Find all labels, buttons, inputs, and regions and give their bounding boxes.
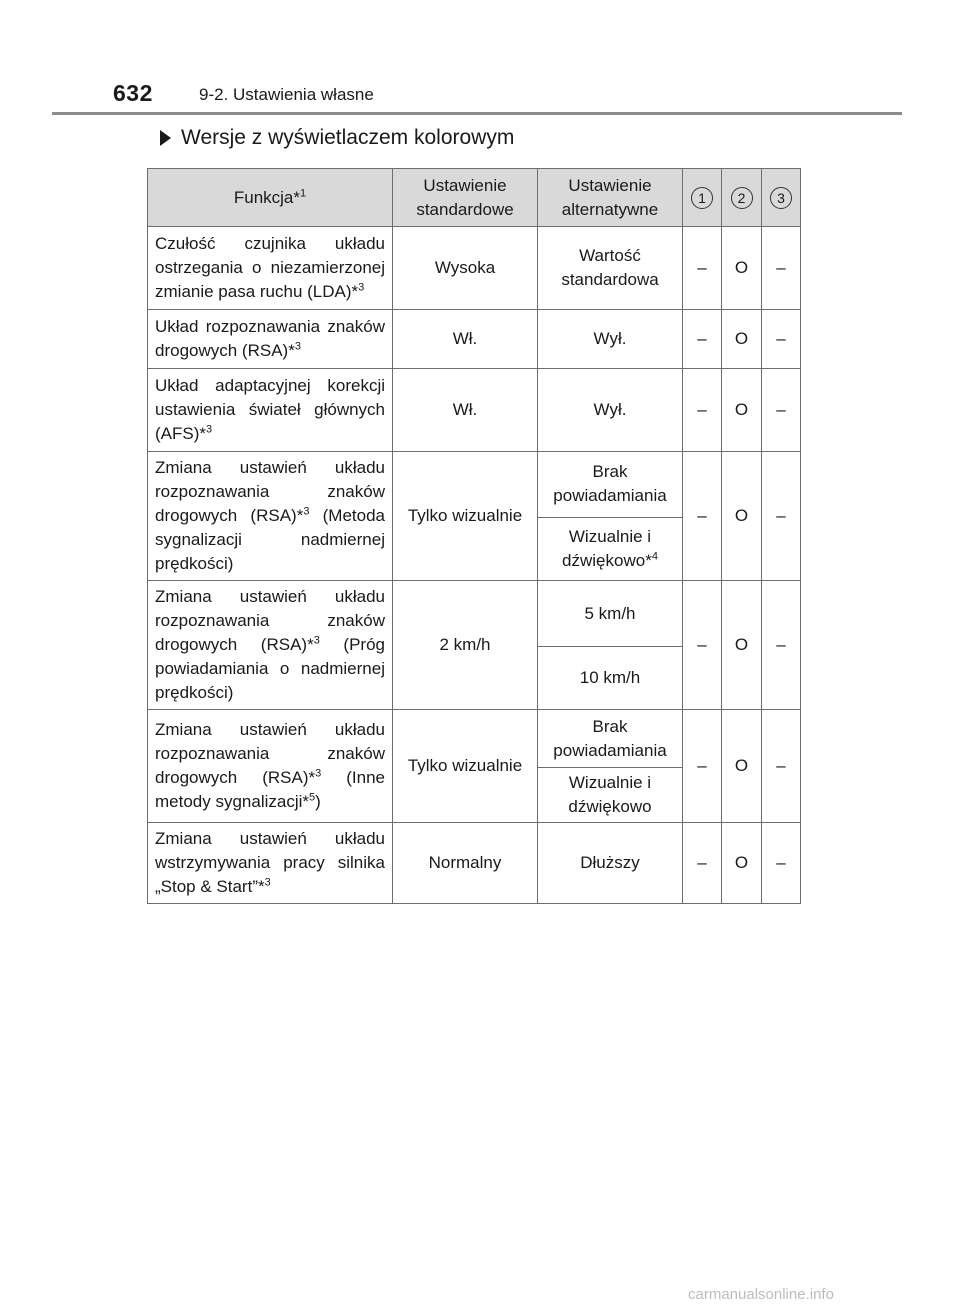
circled-2-icon: 2 xyxy=(731,187,753,209)
row-mark-1: – xyxy=(683,369,722,452)
row-mark-1: – xyxy=(683,710,722,823)
row-mark-1: – xyxy=(683,823,722,904)
row-function: Układ rozpoznawania znaków drogowych (RSA)*$^3$ xyxy=(148,310,393,369)
row-default: Wł. xyxy=(393,310,538,369)
table-row xyxy=(148,452,801,518)
row-mark-2: O xyxy=(722,710,762,823)
subheading-text: Wersje z wyświetlaczem kolorowym xyxy=(181,126,515,149)
row-mark-3: – xyxy=(762,710,801,823)
row-alternative: Wył. xyxy=(538,310,683,369)
row-mark-3: – xyxy=(762,310,801,369)
row-mark-2: O xyxy=(722,369,762,452)
watermark: carmanualsonline.info xyxy=(688,1286,834,1303)
page-number: 632 xyxy=(113,80,153,106)
row-default: 2 km/h xyxy=(393,581,538,710)
row-function: Zmiana ustawień układu wstrzymywania pracy silnika „Stop & Start”*$^3$ xyxy=(148,823,393,904)
header-alternative: Ustawienie alternatywne xyxy=(538,169,683,227)
table-row xyxy=(148,710,801,768)
row-function: Układ adaptacyjnej korekcji ustawienia świateł głównych (AFS)*$^3$ xyxy=(148,369,393,452)
row-mark-3: – xyxy=(762,369,801,452)
header-divider xyxy=(52,112,902,115)
circled-1-icon: 1 xyxy=(691,187,713,209)
row-mark-1: – xyxy=(683,310,722,369)
row-default: Wł. xyxy=(393,369,538,452)
header-col-2 xyxy=(722,169,762,227)
row-mark-2: O xyxy=(722,227,762,310)
row-mark-3: – xyxy=(762,452,801,581)
row-alternative: Dłuższy xyxy=(538,823,683,904)
row-mark-2: O xyxy=(722,581,762,710)
row-alternative-1: Brak powiadamiania xyxy=(538,710,683,768)
row-mark-2: O xyxy=(722,310,762,369)
row-alternative-1: Brak powiadamiania xyxy=(538,452,683,518)
row-alternative: Wartość standardowa xyxy=(538,227,683,310)
header-col-1 xyxy=(683,169,722,227)
header-default: Ustawienie standardowe xyxy=(393,169,538,227)
settings-table xyxy=(147,168,801,904)
row-function: Zmiana ustawień układu rozpoznawania znaków drogowych (RSA)*$^3$ (Metoda sygnalizacji nadmiernej prędkości) xyxy=(148,452,393,581)
row-alternative: Wył. xyxy=(538,369,683,452)
row-default: Wysoka xyxy=(393,227,538,310)
row-default: Tylko wizualnie xyxy=(393,452,538,581)
row-alternative-2: Wizualnie i dźwiękowo*$^4$ xyxy=(538,517,683,580)
row-mark-3: – xyxy=(762,227,801,310)
row-mark-3: – xyxy=(762,581,801,710)
table-row xyxy=(148,581,801,647)
row-default: Tylko wizualnie xyxy=(393,710,538,823)
table-header-row xyxy=(148,169,801,227)
row-mark-1: – xyxy=(683,227,722,310)
subheading xyxy=(160,126,514,150)
row-default: Normalny xyxy=(393,823,538,904)
row-mark-1: – xyxy=(683,581,722,710)
header-col-3 xyxy=(762,169,801,227)
table-row xyxy=(148,310,801,369)
row-alternative-1: 5 km/h xyxy=(538,581,683,647)
row-mark-2: O xyxy=(722,823,762,904)
row-function: Czułość czujnika układu ostrzegania o niezamierzonej zmianie pasa ruchu (LDA)*$^3$ xyxy=(148,227,393,310)
row-alternative-2: Wizualnie i dźwiękowo xyxy=(538,768,683,823)
row-alternative-2: 10 km/h xyxy=(538,647,683,710)
row-mark-3: – xyxy=(762,823,801,904)
table-row xyxy=(148,369,801,452)
table-row xyxy=(148,823,801,904)
row-function: Zmiana ustawień układu rozpoznawania znaków drogowych (RSA)*$^3$ (Inne metody sygnalizacji*$^5$) xyxy=(148,710,393,823)
table-row xyxy=(148,227,801,310)
row-function: Zmiana ustawień układu rozpoznawania znaków drogowych (RSA)*$^3$ (Próg powiadamiania o nadmiernej prędkości) xyxy=(148,581,393,710)
triangle-bullet-icon xyxy=(160,130,171,146)
section-title: 9-2. Ustawienia własne xyxy=(199,85,374,104)
row-mark-1: – xyxy=(683,452,722,581)
header-function: Funkcja*$^1$ xyxy=(148,169,393,227)
row-mark-2: O xyxy=(722,452,762,581)
circled-3-icon: 3 xyxy=(770,187,792,209)
